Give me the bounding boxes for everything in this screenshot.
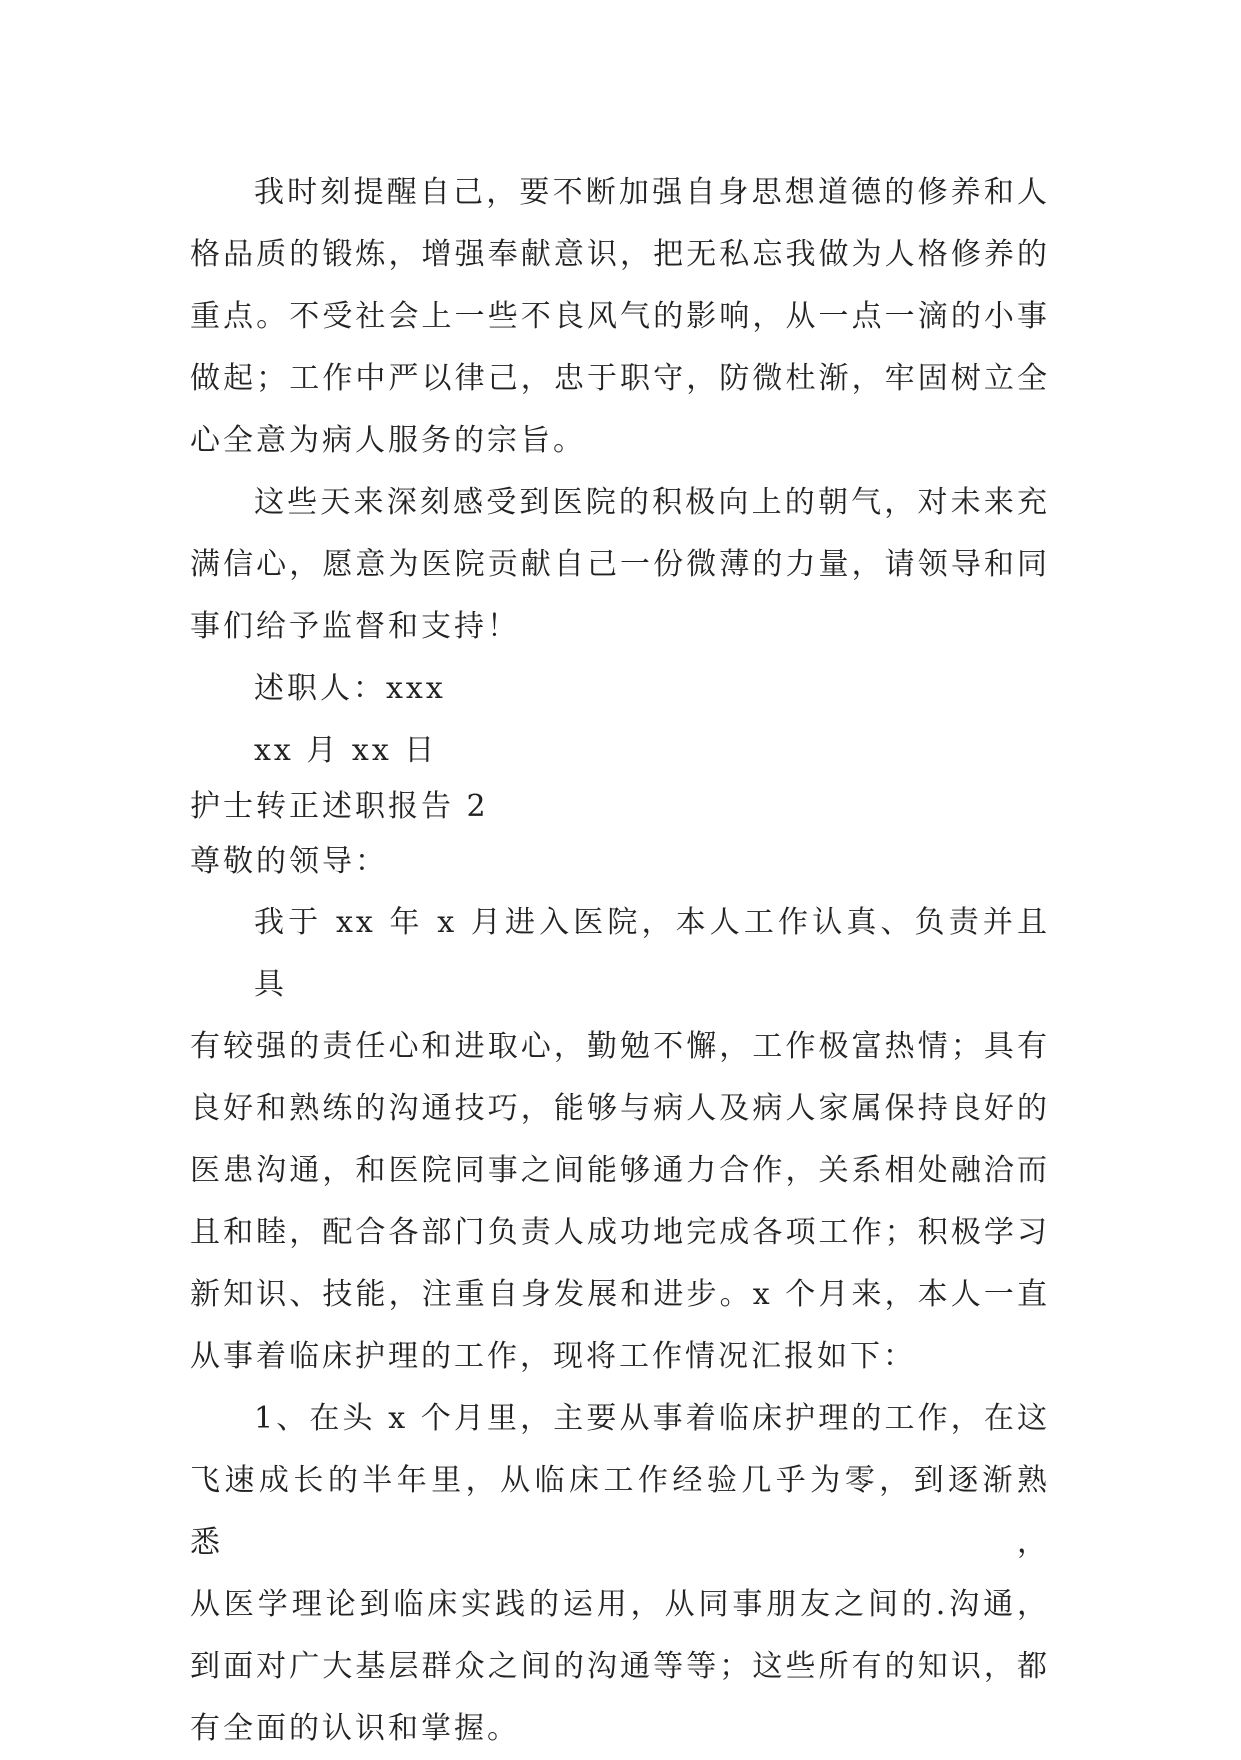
text-line: 我时刻提醒自己，要不断加强自身思想道德的修养和人 (254, 175, 1050, 210)
text-line: 心全意为病人服务的宗旨。 (190, 423, 586, 458)
text-line: 重点。不受社会上一些不良风气的影响，从一点一滴的小事 (190, 299, 1050, 334)
report-title: 护士转正述职报告 2 (190, 789, 489, 824)
text-line: 飞速成长的半年里，从临床工作经验几乎为零，到逐渐熟悉， (190, 1463, 1050, 1560)
text-line: 满信心，愿意为医院贡献自己一份微薄的力量，请领导和同 (190, 547, 1050, 582)
text-line: 做起；工作中严以律己，忠于职守，防微杜渐，牢固树立全 (190, 361, 1050, 396)
paragraph-item-1 (190, 1388, 1050, 1760)
text-line: 良好和熟练的沟通技巧，能够与病人及病人家属保持良好的 (190, 1091, 1050, 1126)
text-line: 事们给予监督和支持！ (190, 609, 520, 644)
paragraph-introduction (190, 892, 1050, 1388)
text-line: 且和睦，配合各部门负责人成功地完成各项工作；积极学习 (190, 1215, 1050, 1250)
salutation: 尊敬的领导： (190, 844, 388, 879)
signer-line: 述职人：xxx (254, 671, 446, 706)
text-line: 1、在头 x 个月里，主要从事着临床护理的工作，在这 (254, 1401, 1050, 1436)
text-line: 从医学理论到临床实践的运用，从同事朋友之间的.沟通， (190, 1587, 1050, 1622)
paragraph-self-discipline (190, 162, 1050, 472)
text-line: 到面对广大基层群众之间的沟通等等；这些所有的知识，都 (190, 1649, 1050, 1684)
text-line: 这些天来深刻感受到医院的积极向上的朝气，对未来充 (254, 485, 1050, 520)
text-line: 我于 xx 年 x 月进入医院，本人工作认真、负责并且具 (254, 905, 1050, 1002)
text-line: 从事着临床护理的工作，现将工作情况汇报如下： (190, 1339, 916, 1374)
paragraph-confidence (190, 472, 1050, 658)
document-body (190, 162, 1050, 1760)
text-line: 格品质的锻炼，增强奉献意识，把无私忘我做为人格修养的 (190, 237, 1050, 272)
text-line: 医患沟通，和医院同事之间能够通力合作，关系相处融洽而 (190, 1153, 1050, 1188)
date-line: xx 月 xx 日 (254, 733, 438, 768)
text-line: 有全面的认识和掌握。 (190, 1711, 520, 1746)
text-line: 有较强的责任心和进取心，勤勉不懈，工作极富热情；具有 (190, 1029, 1050, 1064)
text-line: 新知识、技能，注重自身发展和进步。x 个月来，本人一直 (190, 1277, 1050, 1312)
